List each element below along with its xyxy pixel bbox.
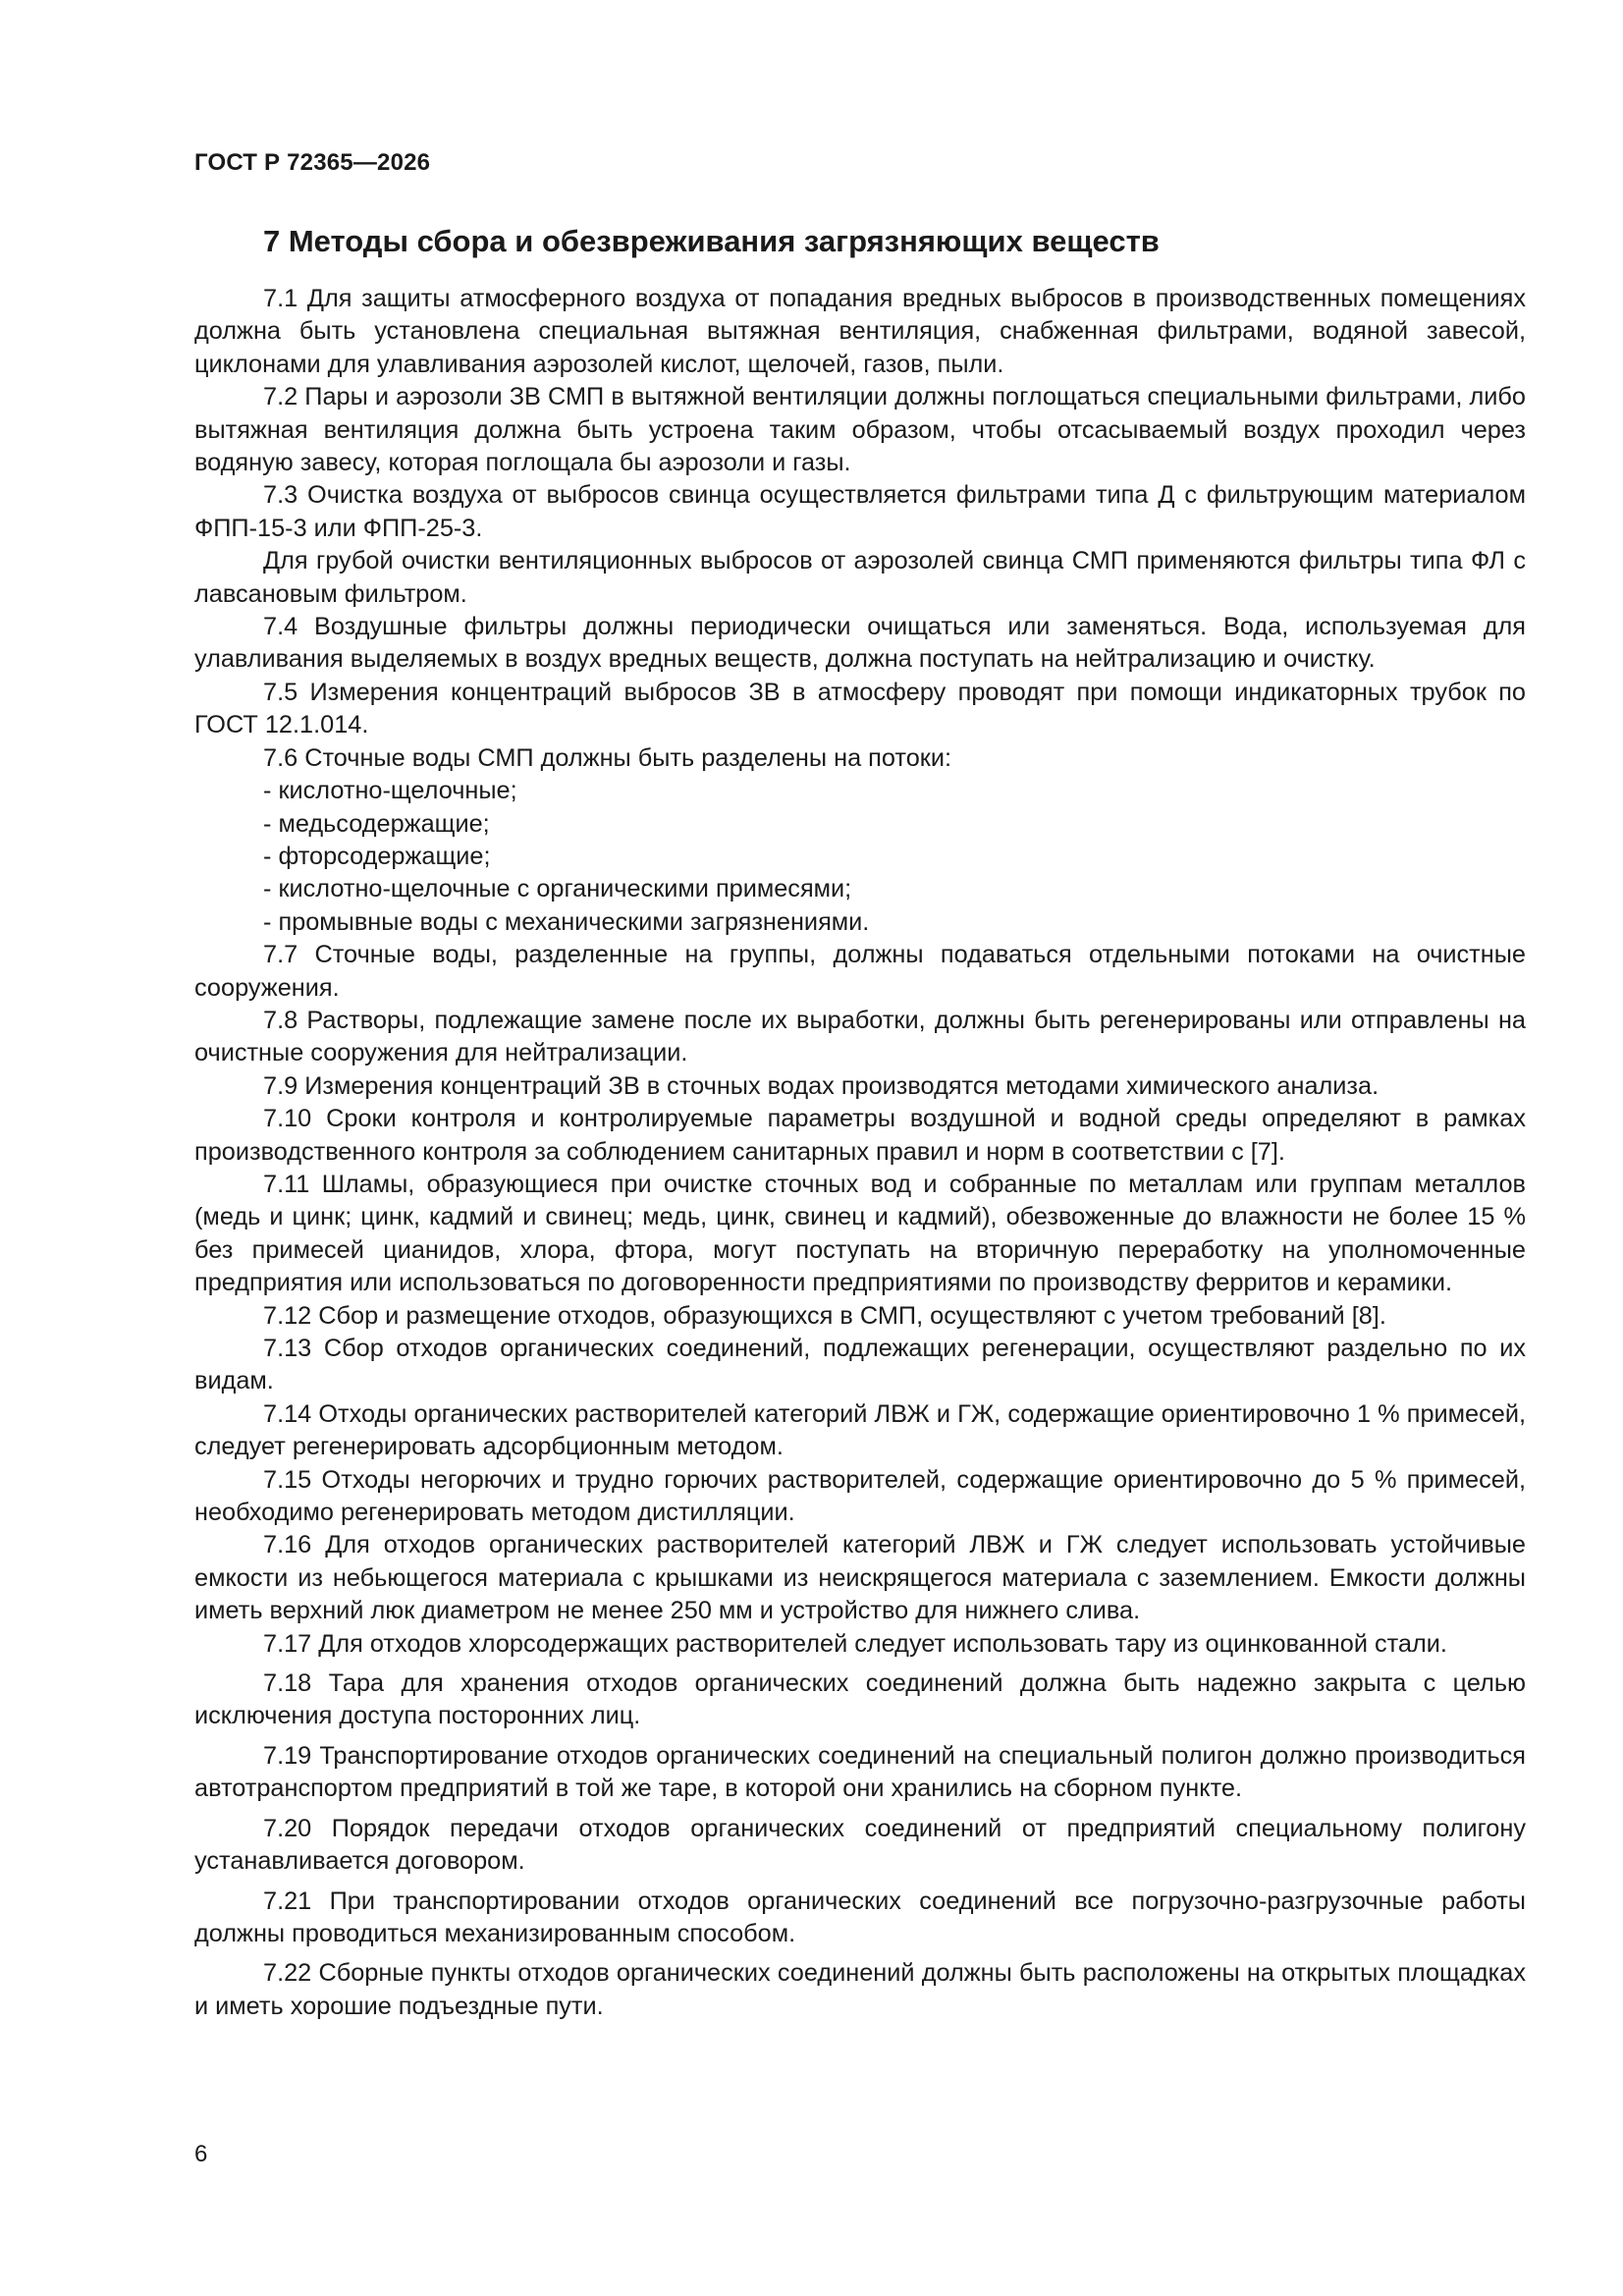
paragraph-7-8: 7.8 Растворы, подлежащие замене после их выработки, должны быть регенерированы или отправлены на очистные сооружения для нейтрализации.: [194, 1006, 1526, 1067]
list-item: - медьсодержащие;: [263, 809, 490, 838]
section-title: 7 Методы сбора и обезвреживания загрязняющих веществ: [263, 224, 1160, 258]
paragraph-7-11: 7.11 Шламы, образующиеся при очистке сточных вод и собранные по металлам или группам металлов (медь и цинк; цинк, кадмий и свинец; медь, цинк, свинец и кадмий), обезвоженные до влажности не более 15 % без примесей цианидов, хлора, фтора, могут поступать на вторичную переработку на уполномоченные предприятия или использоваться по договоренности предприятиями по производству ферритов и керамики.: [194, 1170, 1526, 1297]
document-code: ГОСТ Р 72365—2026: [194, 149, 431, 176]
paragraph-7-12: 7.12 Сбор и размещение отходов, образующихся в СМП, осуществляют с учетом требований [8].: [263, 1301, 1386, 1330]
list-item: - фторсодержащие;: [263, 842, 491, 870]
paragraph-7-22: 7.22 Сборные пункты отходов органических соединений должны быть расположены на открытых площадках и иметь хорошие подъездные пути.: [194, 1959, 1526, 2020]
paragraph-7-7: 7.7 Сточные воды, разделенные на группы, должны подаваться отдельными потоками на очистные сооружения.: [194, 941, 1526, 1002]
paragraph-7-14: 7.14 Отходы органических растворителей категорий ЛВЖ и ГЖ, содержащие ориентировочно 1 % примесей, следует регенерировать адсорбционным методом.: [194, 1399, 1526, 1461]
paragraph-7-3-coarse-filtering: Для грубой очистки вентиляционных выбросов от аэрозолей свинца СМП применяются фильтры типа ФЛ с лавсановым фильтром.: [194, 547, 1526, 608]
paragraph-7-10: 7.10 Сроки контроля и контролируемые параметры воздушной и водной среды определяют в рамках производственного контроля за соблюдением санитарных правил и норм в соответствии с [7].: [194, 1105, 1526, 1166]
paragraph-7-17: 7.17 Для отходов хлорсодержащих растворителей следует использовать тару из оцинкованной стали.: [263, 1629, 1447, 1658]
paragraph-7-21: 7.21 При транспортировании отходов органических соединений все погрузочно-разгрузочные работы должны проводиться механизированным способом.: [194, 1886, 1526, 1947]
paragraph-7-13: 7.13 Сбор отходов органических соединений, подлежащих регенерации, осуществляют раздельно по их видам.: [194, 1335, 1526, 1395]
list-item: - кислотно-щелочные;: [263, 777, 517, 805]
paragraph-7-1: 7.1 Для защиты атмосферного воздуха от попадания вредных выбросов в производственных помещениях должна быть установлена специальная вытяжная вентиляция, снабженная фильтрами, водяной завесой, циклонами для улавливания аэрозолей кислот, щелочей, газов, пыли.: [194, 285, 1526, 378]
paragraph-7-6: 7.6 Сточные воды СМП должны быть разделены на потоки:: [263, 743, 951, 772]
page-number: 6: [194, 2141, 208, 2167]
section-body: [194, 283, 1526, 2023]
paragraph-7-20: 7.20 Порядок передачи отходов органических соединений от предприятий специальному полигону устанавливается договором.: [194, 1814, 1526, 1876]
paragraph-7-15: 7.15 Отходы негорючих и трудно горючих растворителей, содержащие ориентировочно до 5 % примесей, необходимо регенерировать методом дистилляции.: [194, 1465, 1526, 1527]
list-item: - кислотно-щелочные с органическими примесями;: [263, 875, 852, 903]
paragraph-7-16: 7.16 Для отходов органических растворителей категорий ЛВЖ и ГЖ следует использовать устойчивые емкости из небьющегося материала с крышками из неискрящегося материала с заземлением. Емкости должны иметь верхний люк диаметром не менее 250 мм и устройство для нижнего слива.: [194, 1531, 1526, 1625]
paragraph-7-3: 7.3 Очистка воздуха от выбросов свинца осуществляется фильтрами типа Д с фильтрующим материалом ФПП-15-3 или ФПП-25-3.: [194, 481, 1526, 542]
list-item: - промывные воды с механическими загрязнениями.: [263, 907, 870, 936]
paragraph-7-4: 7.4 Воздушные фильтры должны периодически очищаться или заменяться. Вода, используемая для улавливания выделяемых в воздух вредных веществ, должна поступать на нейтрализацию и очистку.: [194, 613, 1526, 674]
paragraph-7-9: 7.9 Измерения концентраций ЗВ в сточных водах производятся методами химического анализа.: [263, 1071, 1380, 1100]
paragraph-7-2: 7.2 Пары и аэрозоли ЗВ СМП в вытяжной вентиляции должны поглощаться специальными фильтрами, либо вытяжная вентиляция должна быть устроена таким образом, чтобы отсасываемый воздух проходил через водяную завесу, которая поглощала бы аэрозоли и газы.: [194, 383, 1526, 477]
paragraph-7-18: 7.18 Тара для хранения отходов органических соединений должна быть надежно закрыта с целью исключения доступа посторонних лиц.: [194, 1669, 1526, 1730]
paragraph-7-5: 7.5 Измерения концентраций выбросов ЗВ в атмосферу проводят при помощи индикаторных трубок по ГОСТ 12.1.014.: [194, 678, 1526, 739]
paragraph-7-19: 7.19 Транспортирование отходов органических соединений на специальный полигон должно производиться автотранспортом предприятий в той же таре, в которой они хранились на сборном пункте.: [194, 1741, 1526, 1803]
wastewater-streams-list: [194, 775, 1526, 939]
